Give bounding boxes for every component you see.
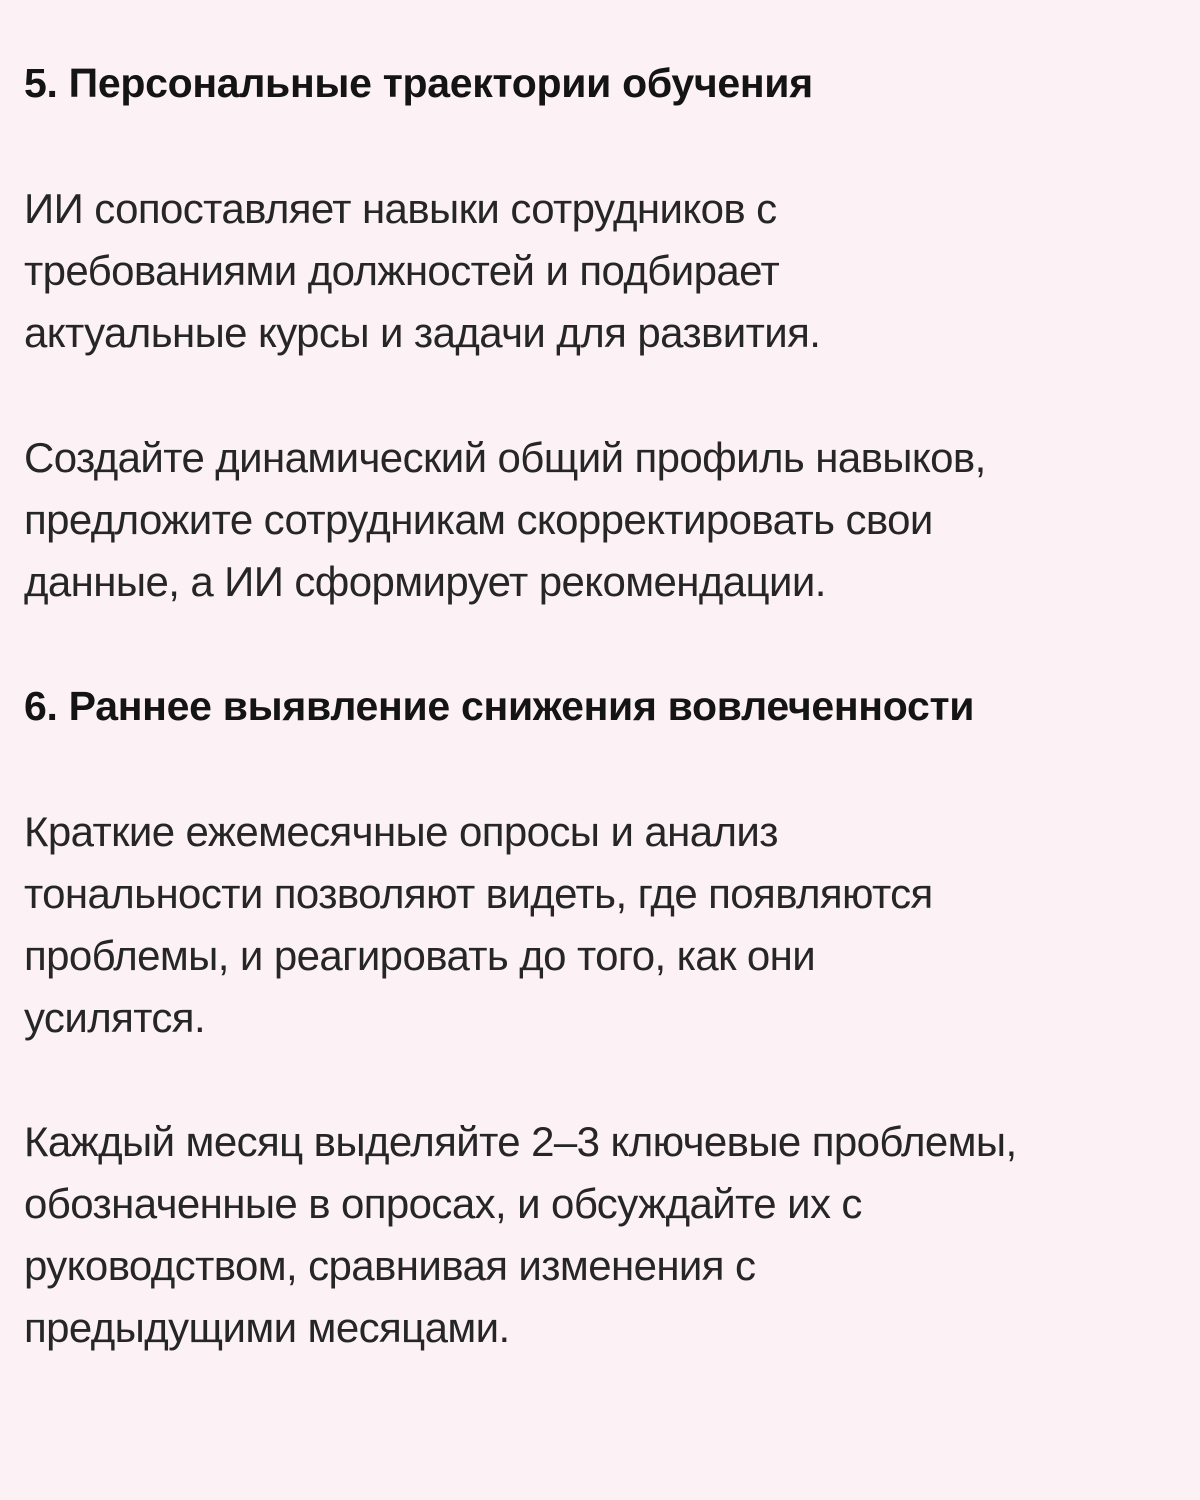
paragraph-line: обозначенные в опросах, и обсуждайте их с	[24, 1180, 862, 1227]
paragraph-line: усилятся.	[24, 994, 206, 1041]
section-heading: 6. Раннее выявление снижения вовлеченности	[24, 683, 975, 729]
paragraph-line: данные, а ИИ сформирует рекомендации.	[24, 558, 826, 605]
paragraph-line: руководством, сравнивая изменения с	[24, 1242, 756, 1289]
section-personal-learning-paths	[24, 52, 1176, 613]
paragraph-line: тональности позволяют видеть, где появляются	[24, 870, 933, 917]
paragraph-line: Краткие ежемесячные опросы и анализ	[24, 808, 778, 855]
section-paragraph	[24, 427, 1176, 613]
paragraph-line: Создайте динамический общий профиль навыков,	[24, 434, 986, 481]
paragraph-line: Каждый месяц выделяйте 2–3 ключевые проблемы,	[24, 1118, 1017, 1165]
paragraph-line: проблемы, и реагировать до того, как они	[24, 932, 816, 979]
section-heading: 5. Персональные траектории обучения	[24, 60, 813, 106]
paragraph-line: требованиями должностей и подбирает	[24, 247, 780, 294]
section-paragraph	[24, 801, 1176, 1049]
section-paragraph	[24, 1111, 1176, 1359]
section-early-engagement-detection	[24, 675, 1176, 1359]
paragraph-line: предыдущими месяцами.	[24, 1304, 510, 1351]
paragraph-line: предложите сотрудникам скорректировать свои	[24, 496, 933, 543]
section-paragraph	[24, 178, 1176, 364]
paragraph-line: ИИ сопоставляет навыки сотрудников с	[24, 185, 777, 232]
paragraph-line: актуальные курсы и задачи для развития.	[24, 309, 821, 356]
